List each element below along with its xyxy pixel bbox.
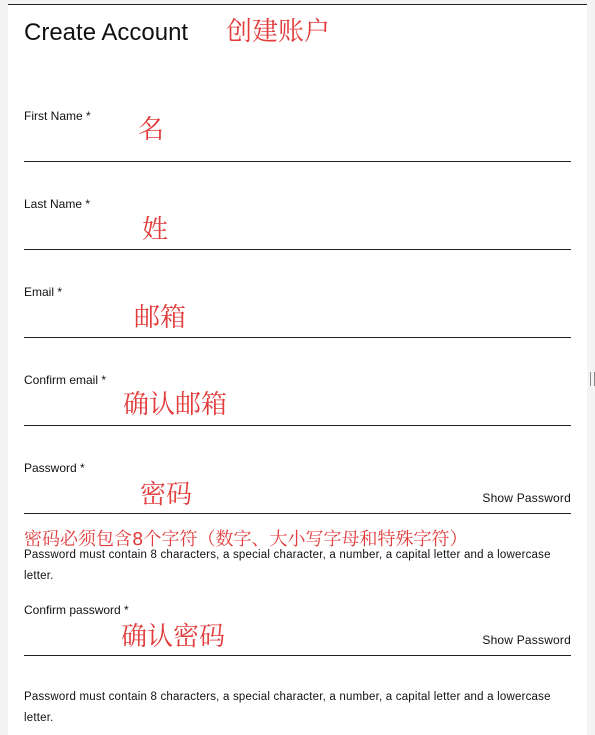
- create-account-form: [8, 4, 587, 735]
- annotation-confirm-email: 确认邮箱: [123, 390, 228, 420]
- last-name-label: Last Name *: [24, 197, 91, 211]
- confirm-password-hint: Password must contain 8 characters, a special character, a number, a capital letter and a lowercase letter.: [24, 691, 551, 724]
- confirm-password-underline-extension: [464, 655, 571, 656]
- confirm-password-label: Confirm password *: [24, 603, 129, 617]
- confirm-password-input[interactable]: [24, 629, 464, 656]
- show-password-button[interactable]: Show Password: [482, 491, 571, 505]
- first-name-input[interactable]: [24, 135, 571, 162]
- password-label: Password *: [24, 461, 85, 475]
- annotation-last-name: 姓: [142, 215, 169, 245]
- annotation-title: 创建账户: [226, 17, 331, 47]
- first-name-label: First Name *: [24, 109, 91, 123]
- email-input[interactable]: [24, 311, 571, 338]
- annotation-first-name: 名: [138, 115, 165, 145]
- password-underline-extension: [464, 513, 571, 514]
- annotation-password: 密码: [140, 480, 193, 510]
- email-label: Email *: [24, 285, 63, 299]
- annotation-confirm-password: 确认密码: [121, 622, 226, 652]
- page-title: Create Account: [24, 19, 189, 46]
- resize-handle[interactable]: [590, 372, 595, 386]
- last-name-input[interactable]: [24, 223, 571, 250]
- password-input[interactable]: [24, 487, 464, 514]
- annotation-email: 邮箱: [134, 303, 187, 333]
- show-confirm-password-button[interactable]: Show Password: [482, 633, 571, 647]
- confirm-email-label: Confirm email *: [24, 373, 107, 387]
- annotation-password-rule: 密码必须包含8个字符（数字、大小写字母和特殊字符）: [24, 529, 468, 550]
- confirm-email-input[interactable]: [24, 399, 571, 426]
- password-hint: Password must contain 8 characters, a special character, a number, a capital letter and a lowercase letter.: [24, 549, 551, 582]
